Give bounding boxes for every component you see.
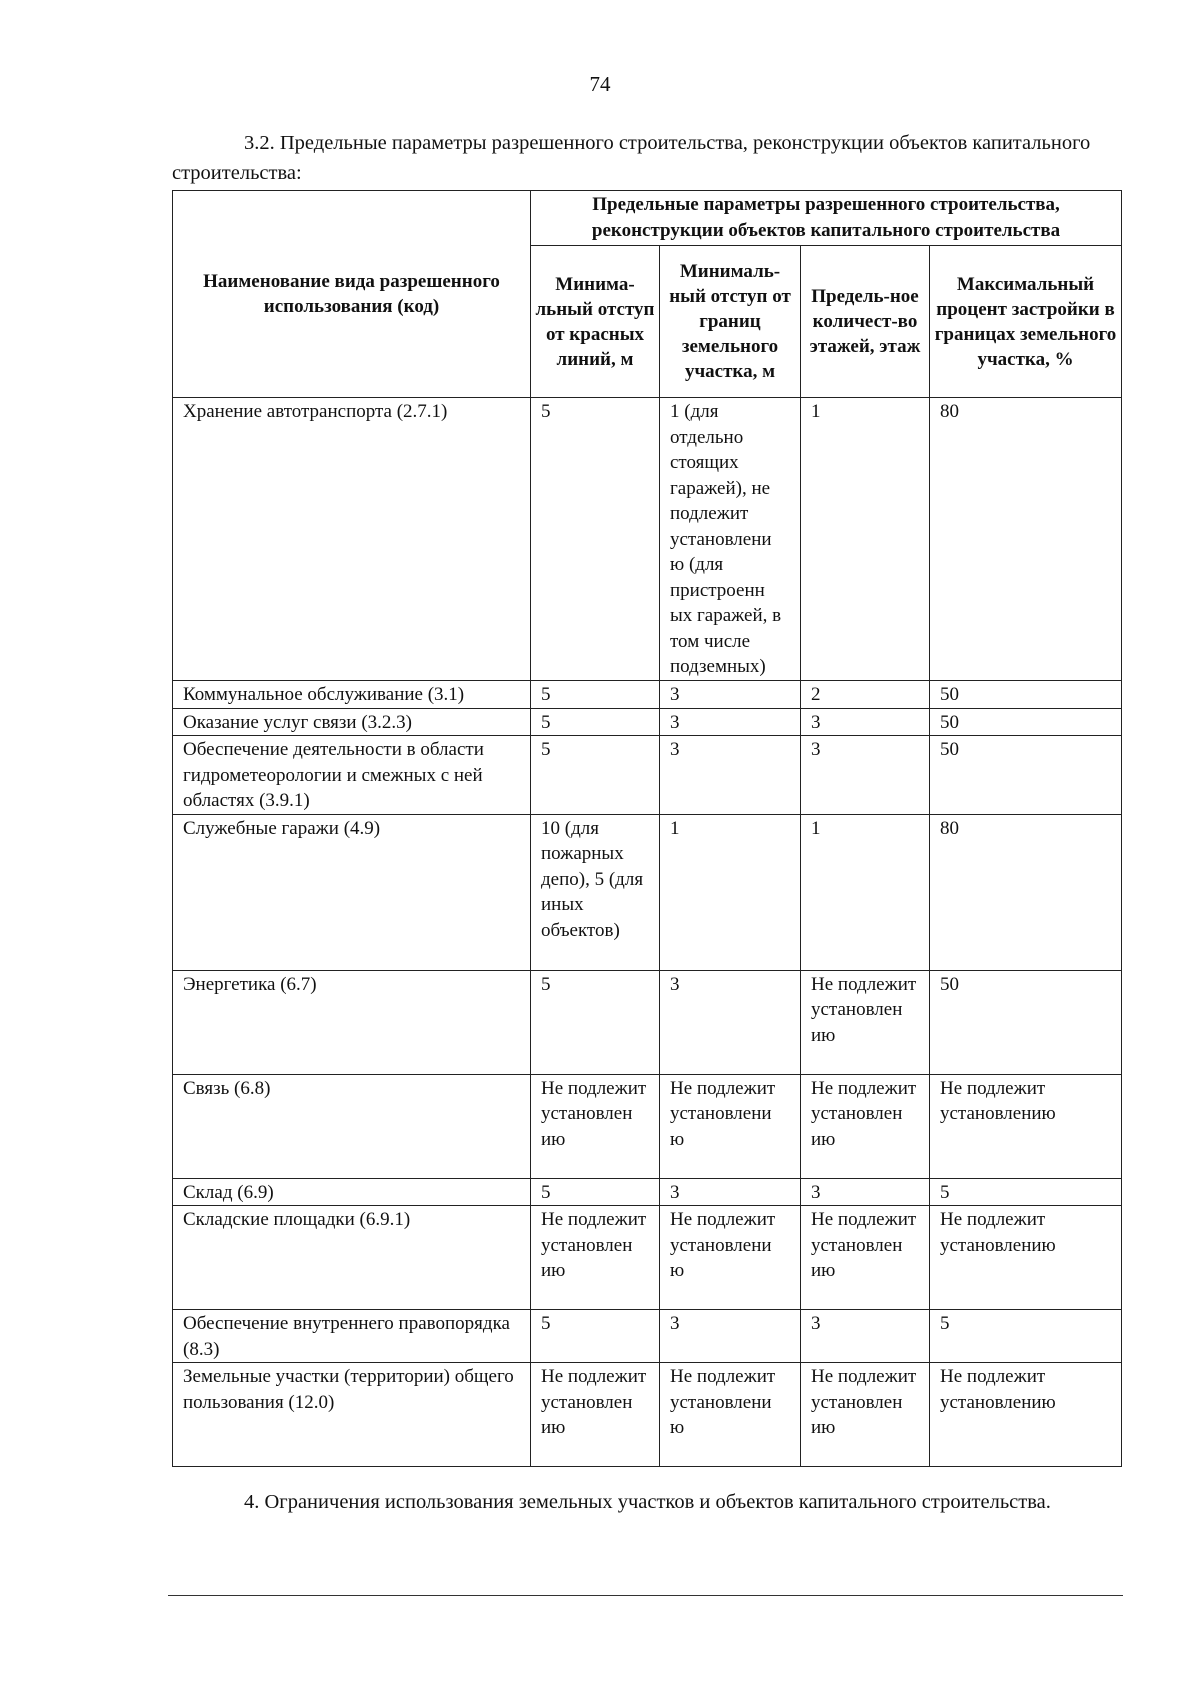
section-intro-paragraph: 3.2. Предельные параметры разрешенного строительства, реконструкции объектов капитального строительства:: [172, 132, 1091, 184]
table-row: [173, 1178, 1122, 1206]
row-max-floors: Не подлежит установлен ию: [801, 970, 930, 1074]
header-min-setback-plot-borders: Минималь-ный отступ от границ земельного участка, м: [660, 246, 801, 398]
row-max-building-percent: Не подлежит установлению: [930, 1363, 1122, 1467]
row-max-building-percent: Не подлежит установлению: [930, 1074, 1122, 1178]
header-min-setback-red-lines: Минима-льный отступ от красных линий, м: [531, 246, 660, 398]
table-row: [173, 708, 1122, 736]
row-max-floors: Не подлежит установлен ию: [801, 1206, 930, 1310]
building-parameters-table: [172, 190, 1122, 1467]
row-max-building-percent: 50: [930, 681, 1122, 709]
header-max-building-percent: Максимальный процент застройки в границах земельного участка, %: [930, 246, 1122, 398]
row-min-setback-plot-borders: Не подлежит установлени ю: [660, 1206, 801, 1310]
row-max-floors: Не подлежит установлен ию: [801, 1074, 930, 1178]
table-row: [173, 814, 1122, 970]
row-max-building-percent: 80: [930, 398, 1122, 681]
row-max-building-percent: 80: [930, 814, 1122, 970]
row-max-floors: 2: [801, 681, 930, 709]
row-min-setback-red-lines: 5: [531, 708, 660, 736]
row-use-type: Служебные гаражи (4.9): [173, 814, 531, 970]
row-min-setback-plot-borders: Не подлежит установлени ю: [660, 1074, 801, 1178]
page-number: 74: [589, 72, 611, 96]
table-row: [173, 681, 1122, 709]
row-max-building-percent: 50: [930, 970, 1122, 1074]
row-max-building-percent: 5: [930, 1178, 1122, 1206]
row-max-floors: 3: [801, 1310, 930, 1363]
section-4-paragraph: 4. Ограничения использования земельных участков и объектов капитального строительства.: [244, 1491, 1051, 1513]
row-use-type: Связь (6.8): [173, 1074, 531, 1178]
row-min-setback-red-lines: Не подлежит установлен ию: [531, 1074, 660, 1178]
table-row: [173, 970, 1122, 1074]
row-use-type: Обеспечение деятельности в области гидрометеорологии и смежных с ней областях (3.9.1): [173, 736, 531, 815]
header-parameters-group: Предельные параметры разрешенного строительства, реконструкции объектов капитального строительства: [531, 191, 1122, 246]
row-min-setback-red-lines: 5: [531, 1310, 660, 1363]
row-min-setback-red-lines: Не подлежит установлен ию: [531, 1363, 660, 1467]
row-min-setback-red-lines: 10 (для пожарных депо), 5 (для иных объектов): [531, 814, 660, 970]
row-max-building-percent: Не подлежит установлению: [930, 1206, 1122, 1310]
row-use-type: Склад (6.9): [173, 1178, 531, 1206]
row-min-setback-red-lines: 5: [531, 398, 660, 681]
table-row: [173, 736, 1122, 815]
row-use-type: Коммунальное обслуживание (3.1): [173, 681, 531, 709]
row-max-floors: Не подлежит установлен ию: [801, 1363, 930, 1467]
row-min-setback-red-lines: 5: [531, 736, 660, 815]
row-min-setback-plot-borders: Не подлежит установлени ю: [660, 1363, 801, 1467]
row-use-type: Обеспечение внутреннего правопорядка (8.3): [173, 1310, 531, 1363]
row-min-setback-plot-borders: 3: [660, 708, 801, 736]
row-max-floors: 1: [801, 814, 930, 970]
row-min-setback-plot-borders: 1: [660, 814, 801, 970]
row-use-type: Земельные участки (территории) общего пользования (12.0): [173, 1363, 531, 1467]
row-use-type: Оказание услуг связи (3.2.3): [173, 708, 531, 736]
header-max-floors: Предель-ное количест-во этажей, этаж: [801, 246, 930, 398]
row-max-floors: 1: [801, 398, 930, 681]
row-min-setback-red-lines: 5: [531, 681, 660, 709]
row-min-setback-plot-borders: 3: [660, 681, 801, 709]
table-row: [173, 1363, 1122, 1467]
row-use-type: Складские площадки (6.9.1): [173, 1206, 531, 1310]
header-use-type-name: Наименование вида разрешенного использования (код): [173, 191, 531, 398]
row-max-building-percent: 5: [930, 1310, 1122, 1363]
row-max-floors: 3: [801, 708, 930, 736]
row-min-setback-plot-borders: 3: [660, 736, 801, 815]
table-row: [173, 1310, 1122, 1363]
row-min-setback-red-lines: 5: [531, 1178, 660, 1206]
table-row: [173, 398, 1122, 681]
row-use-type: Хранение автотранспорта (2.7.1): [173, 398, 531, 681]
row-min-setback-red-lines: Не подлежит установлен ию: [531, 1206, 660, 1310]
row-min-setback-plot-borders: 3: [660, 1310, 801, 1363]
table-row: [173, 1206, 1122, 1310]
row-min-setback-plot-borders: 1 (для отдельно стоящих гаражей), не подлежит установлени ю (для пристроенн ых гаражей, в том числе подземных): [660, 398, 801, 681]
row-min-setback-red-lines: 5: [531, 970, 660, 1074]
footer-divider: [168, 1595, 1123, 1596]
row-max-floors: 3: [801, 736, 930, 815]
row-max-building-percent: 50: [930, 708, 1122, 736]
table-row: [173, 1074, 1122, 1178]
row-max-building-percent: 50: [930, 736, 1122, 815]
row-max-floors: 3: [801, 1178, 930, 1206]
row-min-setback-plot-borders: 3: [660, 970, 801, 1074]
row-use-type: Энергетика (6.7): [173, 970, 531, 1074]
row-min-setback-plot-borders: 3: [660, 1178, 801, 1206]
